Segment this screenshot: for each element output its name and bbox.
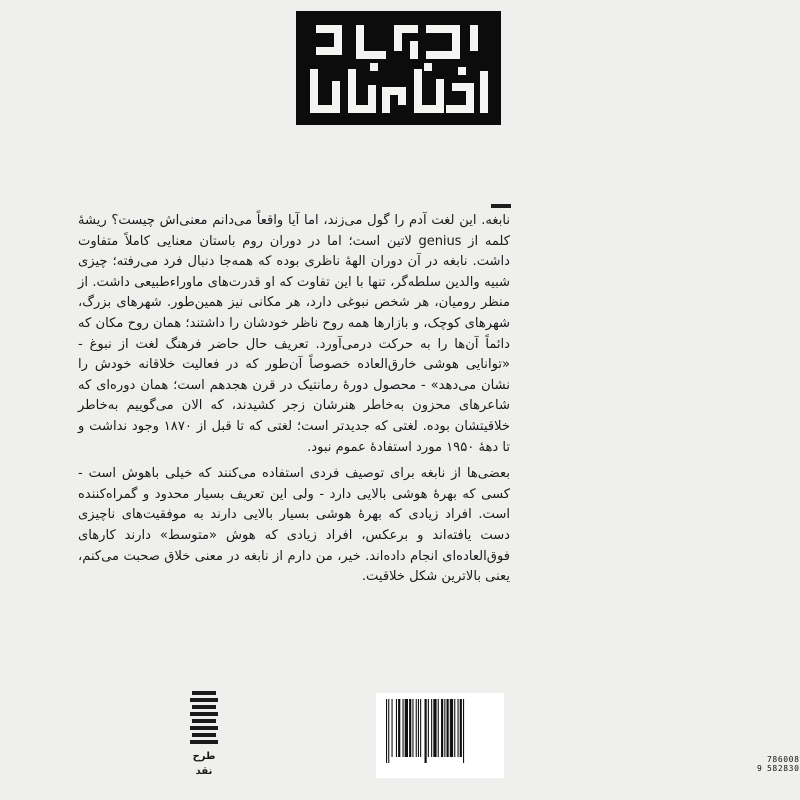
barcode-first-digit: 9 [757, 764, 762, 773]
paragraph: نابغه. این لغت آدم را گول می‌زند، اما آیا واقعاً می‌دانم معنی‌اش چیست؟ ریشهٔ کلمه از genius لاتین است؛ اما در دوران روم باستان معنایی کاملاً متفاوت داشت. نابغه در آن دوران الههٔ ناظری بوده که همه‌جا دنبال فرد می‌رفته؛ چیزی شبیه والدین سلطه‌گر، تنها با این تفاوت که او قدرت‌های ماوراءطبیعی داشت. از منظر رومیان، هر شخص نبوغی دارد، هر مکانی نیز همین‌طور. شهرهای بزرگ، شهرهای کوچک، و بازارها همه روح ناظر خودشان را داشتند؛ همان روح مکان که دائماً آن‌ها را به حرکت درمی‌آورد. تعریف حال حاضر فرهنگ لغت از نبوغ - «توانایی هوشی خارق‌العاده خصوصاً آن‌طور که در فعالیت خلاقانه خودش را نشان می‌دهد» - محصول دورهٔ رمانتیک در قرن هجدهم است؛ همان دوره‌ای که شاعرهای محزون به‌خاطر هنرشان زجر کشیدند، که الان می‌گوییم به‌خاطر خلاقیتشان بوده. لغتی که جدیدتر است؛ لغتی که تا قبل از ۱۸۷۰ وجود نداشت و تا دههٔ ۱۹۵۰ مورد استفادهٔ عموم نبود. [78, 213, 511, 455]
series-logo-calligraphy [296, 11, 501, 125]
barcode-bar [409, 699, 411, 757]
barcode-bar [450, 699, 453, 757]
barcode-bar [398, 699, 400, 757]
barcode-bar [444, 699, 445, 757]
barcode-bar [416, 699, 417, 757]
barcode-digits: 786008 582830 [767, 755, 800, 773]
barcode-bar [463, 699, 464, 763]
barcode-bar [447, 699, 449, 757]
svg-text:نقد: نقد [195, 766, 213, 777]
barcode-bar [441, 699, 443, 757]
paragraph: بعضی‌ها از نابغه برای توصیف فردی استفاده می‌کنند که خیلی باهوش است - کسی که بهرهٔ هوشی بالایی دارد - ولی این تعریف بسیار محدود و گمراه‌کننده است. افراد زیادی که بهرهٔ هوشی بسیار بالایی دارند به موفقیت‌های ناچیزی دست یافته‌اند و برعکس، افراد زیادی که هوش «متوسط» دارند کارهای فوق‌العاده‌ای انجام داده‌اند. خیر، من دارم از نابغه در معنی خلاق صحبت می‌کنم، یعنی بالاترین شکل خلاقیت. [78, 466, 510, 585]
back-cover-text [78, 211, 510, 588]
barcode-bar [438, 699, 439, 757]
barcode-bar [431, 699, 432, 757]
barcode-bar [412, 699, 413, 757]
barcode-bar [428, 699, 429, 757]
svg-text:طرح: طرح [192, 751, 216, 762]
barcode-bar [458, 699, 459, 757]
barcode-bar [418, 699, 419, 757]
publisher-logo [188, 691, 220, 779]
barcode-bar [386, 699, 387, 763]
barcode-bar [454, 699, 455, 757]
barcode-bar [403, 699, 404, 757]
barcode-bar [420, 699, 421, 757]
barcode-bar [425, 699, 427, 763]
section-divider [491, 204, 511, 208]
series-logo [296, 11, 501, 125]
barcode-bar [388, 699, 389, 763]
isbn-barcode [376, 693, 800, 778]
barcode-bar [460, 699, 462, 757]
barcode-bar [396, 699, 397, 757]
barcode-bar [433, 699, 436, 757]
barcode-bars [376, 693, 504, 763]
publisher-logo-mark [188, 691, 220, 779]
barcode-bar [405, 699, 408, 757]
barcode-bar [392, 699, 393, 757]
